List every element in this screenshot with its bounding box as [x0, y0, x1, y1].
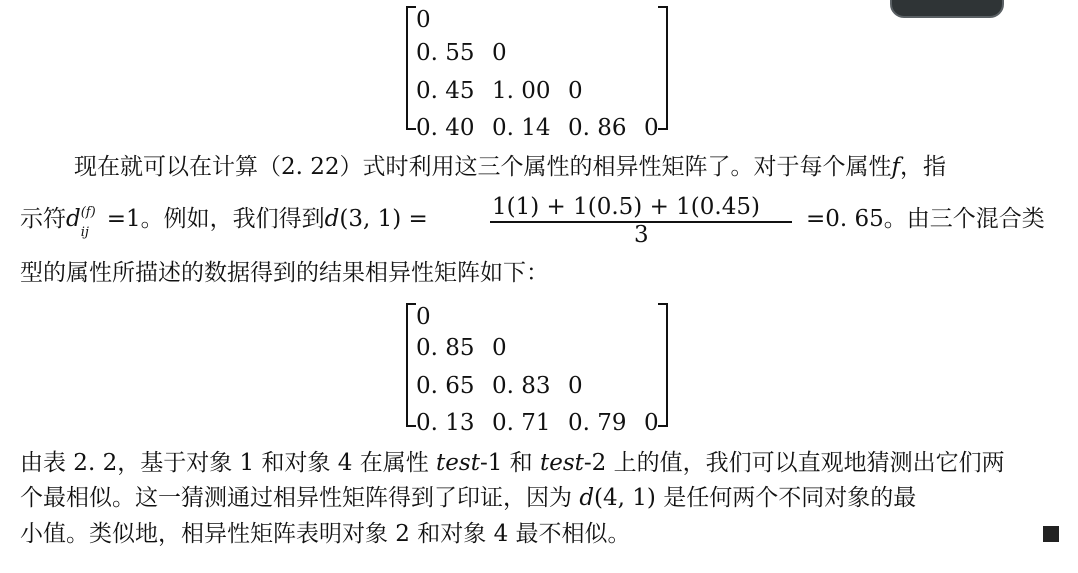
paragraph-line [74, 152, 1078, 182]
text-span: -1 和 [479, 450, 540, 476]
text-span: -2 上的值，我们可以直观地猜测出它们两 [583, 450, 1005, 476]
paragraph-line [20, 483, 1060, 513]
matrix-cell: 1. 00 [492, 78, 551, 104]
matrix-cell: 0 [568, 373, 583, 399]
dissimilarity-matrix-2 [406, 303, 668, 436]
fraction-denominator: 3 [634, 222, 649, 248]
matrix-cell: 0 [644, 410, 659, 436]
matrix-cell: 0. 55 [416, 40, 475, 66]
matrix-cell: 0. 85 [416, 335, 475, 361]
indicator-symbol: d [66, 206, 81, 232]
end-of-section-mark [1043, 526, 1059, 542]
matrix-cell: 0 [568, 78, 583, 104]
text-span: (3, 1) = [339, 206, 428, 232]
text-span: (4, 1) 是任何两个不同对象的最 [594, 485, 917, 511]
fraction-numerator: 1(1) + 1(0.5) + 1(0.45) [492, 194, 760, 220]
matrix-left-bracket [406, 6, 416, 130]
text-span: =1。例如，我们得到 [106, 206, 325, 232]
text-span: 由表 2. 2，基于对象 1 和对象 4 在属性 [20, 450, 437, 476]
d-symbol: d [324, 206, 340, 232]
d-symbol: d [579, 485, 595, 511]
text-span: ，指 [900, 154, 947, 180]
matrix-left-bracket [406, 303, 416, 427]
matrix-cell: 0. 40 [416, 115, 475, 141]
matrix-cell: 0. 45 [416, 78, 475, 104]
matrix-cell: 0 [492, 40, 507, 66]
matrix-right-bracket [658, 303, 668, 427]
matrix-cell: 0 [492, 335, 507, 361]
paragraph-line: 小值。类似地，相异性矩阵表明对象 2 和对象 4 最不相似。 [20, 521, 631, 547]
paragraph-line [20, 448, 1060, 478]
indicator-superscript: (f) [80, 205, 96, 220]
indicator-subscript: ij [80, 225, 89, 240]
matrix-cell: 0. 79 [568, 410, 627, 436]
paragraph-line: 型的属性所描述的数据得到的结果相异性矩阵如下： [20, 260, 549, 286]
matrix-cell: 0. 65 [416, 373, 475, 399]
matrix-cell: 0 [644, 115, 659, 141]
matrix-cell: 0 [416, 304, 431, 330]
attribute-name: test [539, 450, 584, 476]
text-span: 示符 [20, 206, 66, 232]
text-span: 现在就可以在计算（2. 22）式时利用这三个属性的相异性矩阵了。对于每个属性 [74, 154, 892, 180]
matrix-cell: 0. 83 [492, 373, 551, 399]
matrix-cell: 0. 71 [492, 410, 551, 436]
variable-f: f [891, 154, 901, 180]
text-span: 个最相似。这一猜测通过相异性矩阵得到了印证，因为 [20, 485, 580, 511]
indicator-scripts [80, 205, 107, 240]
matrix-cell: 0. 14 [492, 115, 551, 141]
matrix-cell: 0 [416, 7, 431, 33]
dissimilarity-matrix-1 [406, 6, 668, 141]
matrix-cell: 0. 13 [416, 410, 475, 436]
paragraph-line: =0. 65。由三个混合类 [806, 206, 1045, 232]
matrix-right-bracket [658, 6, 668, 130]
corner-overlay-widget [890, 0, 1004, 18]
attribute-name: test [436, 450, 480, 476]
matrix-cell: 0. 86 [568, 115, 627, 141]
